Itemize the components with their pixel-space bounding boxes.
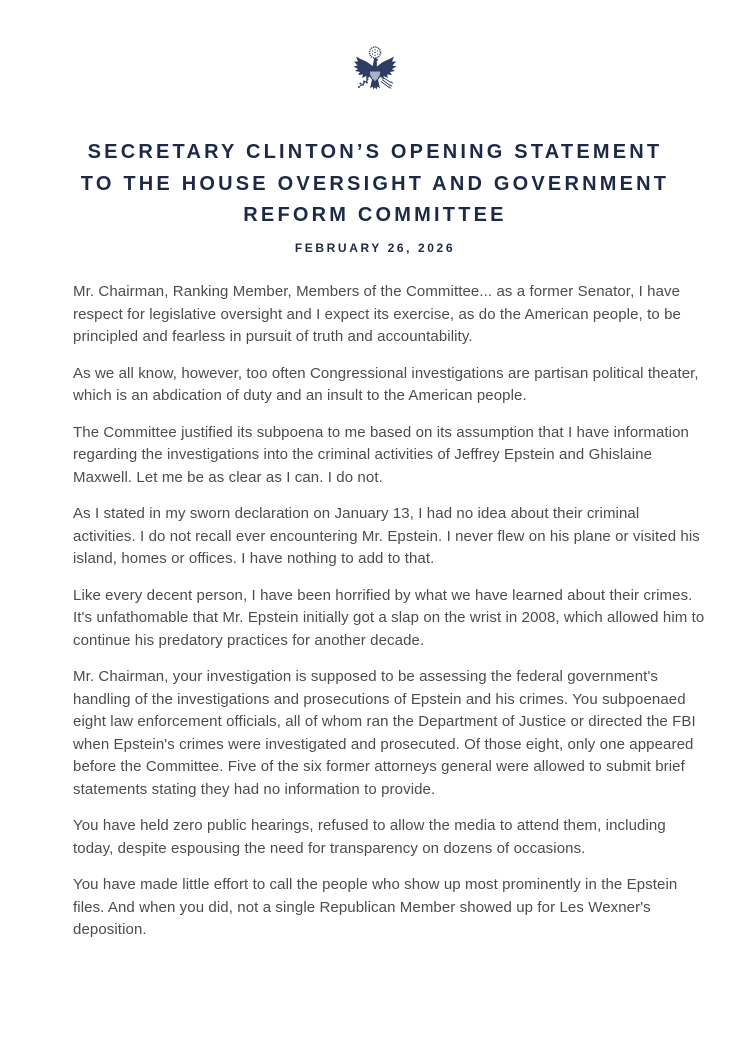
statement-paragraph: As we all know, however, too often Congressional investigations are partisan political theater, which is an abdication of duty and an insult to the American people. (73, 364, 699, 404)
statement-paragraph: The Committee justified its subpoena to me based on its assumption that I have information regarding the investigations into the criminal activities of Jeffrey Epstein and Ghislaine Maxwell. Let me be as clear as I can. I do not. (73, 423, 689, 486)
title-line-2: TO THE HOUSE OVERSIGHT AND GOVERNMENT (80, 172, 670, 195)
statement-paragraph: You have made little effort to call the people who show up most prominently in the Epstein files. And when you did, not a single Republican Member showed up for Les Wexner's deposition. (73, 876, 678, 938)
title-line-3: REFORM COMMITTEE (243, 204, 507, 226)
statement-paragraph: Like every decent person, I have been horrified by what we have learned about their crimes. It's unfathomable that Mr. Epstein initially got a slap on the wrist in 2008, which allowed him to continue his predatory practices for another decade. (73, 586, 705, 649)
great-seal-eagle-icon (345, 44, 405, 110)
statement-paragraph: Mr. Chairman, Ranking Member, Members of the Committee... as a former Senator, I have respect for legislative oversight and I expect its exercise, as do the American people, to be principled and fearless in pursuit of truth and accountability. (73, 283, 681, 345)
document-title (0, 137, 750, 232)
statement-paragraph: As I stated in my sworn declaration on January 13, I had no idea about their criminal activities. I do not recall ever encountering Mr. Epstein. I never flew on his plane or visited his island, homes or offices. I have nothing to add to that. (73, 505, 700, 567)
statement-paragraph: Mr. Chairman, your investigation is supposed to be assessing the federal government's handling of the investigations and prosecutions of Epstein and his crimes. You subpoenaed eight law enforcement officials, all of whom ran the Department of Justice or directed the FBI when Epstein's crimes were investigated and prosecuted. Of those eight, only one appeared before the Committee. Five of the six former attorneys general were allowed to submit brief statements stating they had no information to provide. (73, 668, 696, 798)
statement-body (73, 281, 705, 956)
document-date: FEBRUARY 26, 2026 (294, 241, 456, 255)
shield-icon (370, 69, 380, 82)
title-line-1: SECRETARY CLINTON’S OPENING STATEMENT (87, 141, 663, 163)
statement-paragraph: You have held zero public hearings, refused to allow the media to attend them, including today, despite espousing the need for transparency on dozens of occasions. (73, 817, 666, 857)
